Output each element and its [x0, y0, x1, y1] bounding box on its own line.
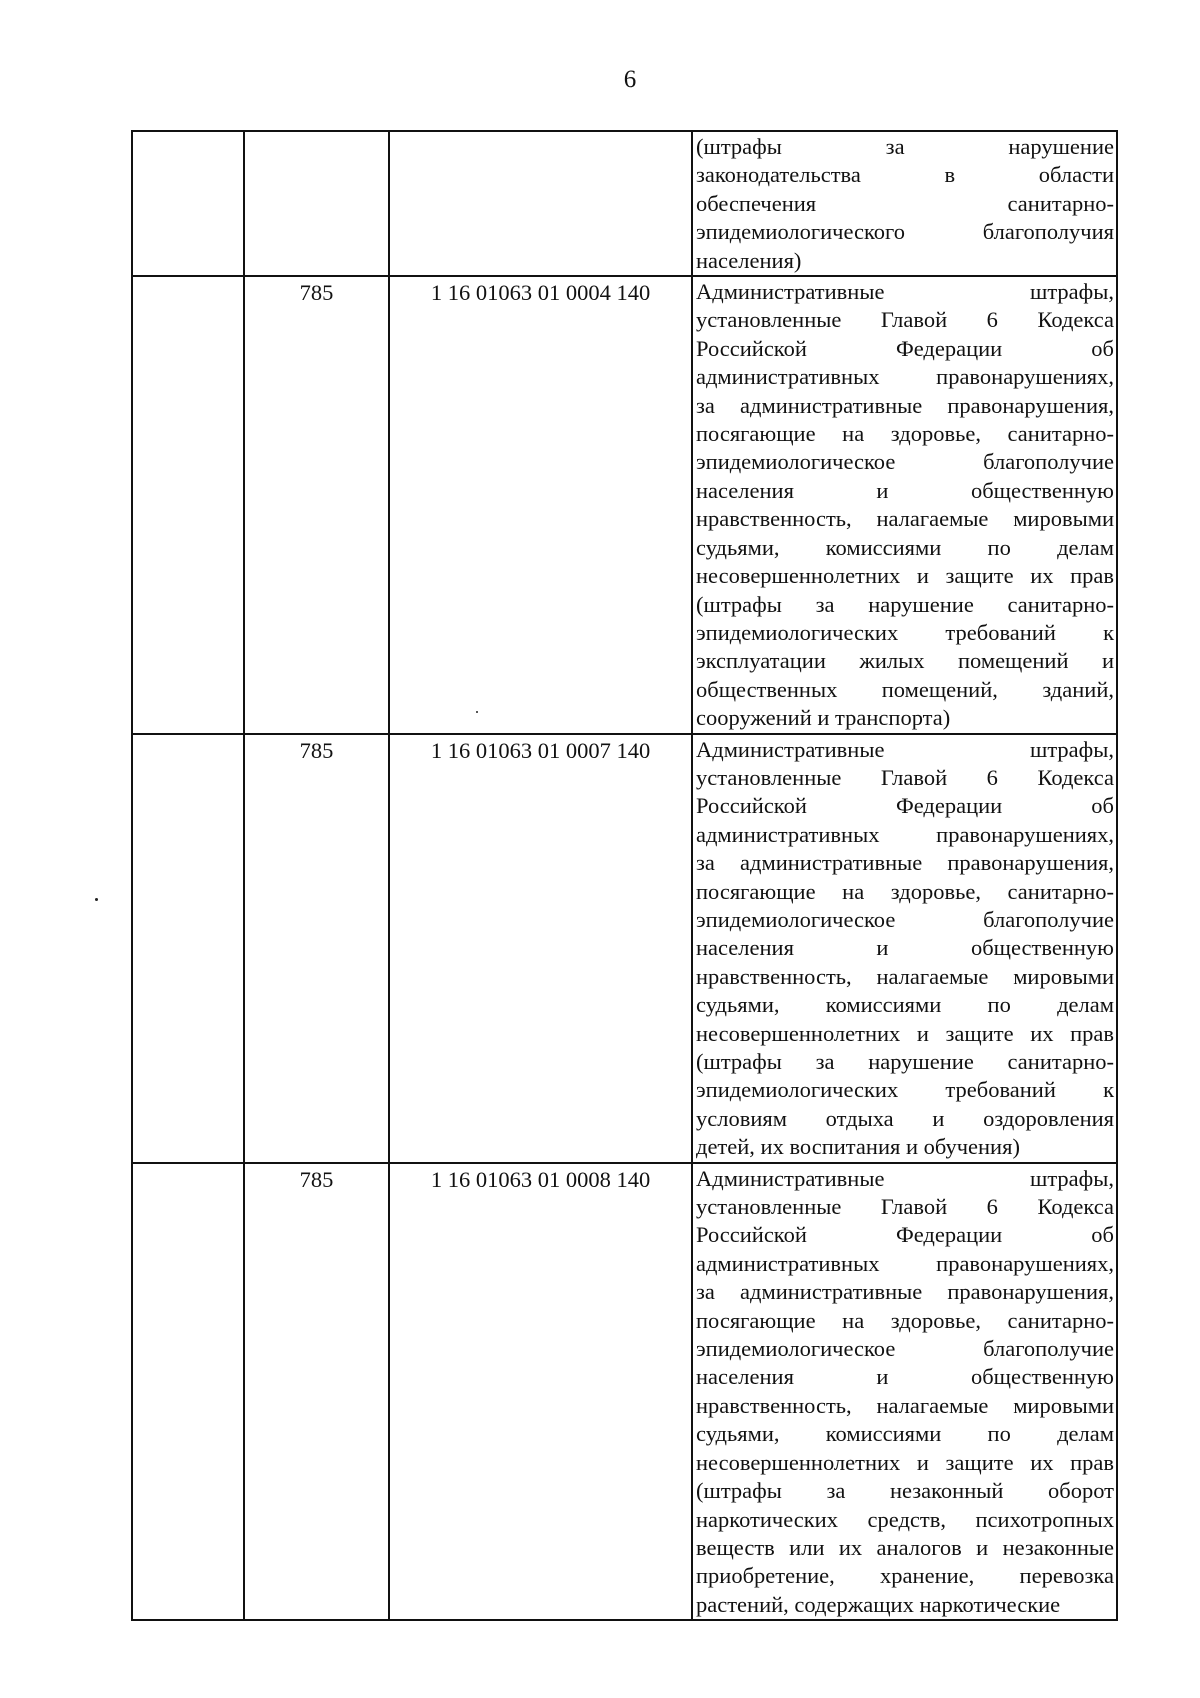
description-line: эпидемиологического благополучия [696, 219, 1114, 245]
description-line: эпидемиологических требований к [696, 619, 1114, 645]
description-line: Административные штрафы, [696, 279, 1114, 305]
description-line: населения и общественную [696, 935, 1114, 961]
description-line: (штрафы за нарушение [696, 134, 1114, 159]
blank-cell [132, 734, 244, 1163]
table-row [132, 276, 1117, 734]
description-line: детей, их воспитания и обучения) [696, 1134, 1020, 1160]
description-line: судьями, комиссиями по делам [696, 992, 1114, 1018]
admin-code-cell [244, 131, 389, 276]
description-line: Административные штрафы, [696, 1165, 1114, 1191]
description-cell [692, 276, 1117, 734]
description-line: приобретение, хранение, перевозка [696, 1563, 1114, 1589]
blank-cell [132, 131, 244, 276]
description-line: за административные правонарушения, [696, 392, 1114, 418]
description-line: Российской Федерации об [696, 1222, 1114, 1248]
table-row [132, 734, 1117, 1163]
description-line: эксплуатации жилых помещений и [696, 648, 1114, 674]
description-line: Административные штрафы, [696, 736, 1114, 762]
description-cell [692, 131, 1117, 276]
description-cell [692, 734, 1117, 1163]
kbk-code-cell: 1 16 01063 01 0008 140 [389, 1163, 692, 1621]
scan-speck [476, 711, 478, 713]
description-cell [692, 1163, 1117, 1621]
description-line: нравственность, налагаемые мировыми [696, 506, 1114, 532]
description-line: несовершеннолетних и защите их прав [696, 1449, 1114, 1475]
description-line: условиям отдыха и оздоровления [696, 1105, 1114, 1131]
page-number: 6 [623, 66, 637, 93]
kbk-code-cell: 1 16 01063 01 0007 140 [389, 734, 692, 1163]
description-line: наркотических средств, психотропных [696, 1506, 1114, 1532]
description-line: обеспечения санитарно- [696, 190, 1114, 216]
admin-code-cell: 785 [244, 276, 389, 734]
description-line: (штрафы за нарушение санитарно- [696, 1049, 1114, 1074]
description-line: несовершеннолетних и защите их прав [696, 563, 1114, 589]
description-line: растений, содержащих наркотические [696, 1591, 1061, 1617]
description-line: населения и общественную [696, 1364, 1114, 1390]
table-row [132, 131, 1117, 276]
description-line: установленные Главой 6 Кодекса [696, 764, 1114, 790]
description-line: за административные правонарушения, [696, 850, 1114, 876]
description-line: эпидемиологическое благополучие [696, 1336, 1114, 1362]
description-line: эпидемиологическое благополучие [696, 906, 1114, 932]
description-line: эпидемиологическое благополучие [696, 449, 1114, 475]
description-line: административных правонарушениях, [696, 364, 1114, 390]
description-line: веществ или их аналогов и незаконные [696, 1534, 1114, 1560]
description-line: общественных помещений, зданий, [696, 676, 1114, 702]
description-line: (штрафы за нарушение санитарно- [696, 591, 1114, 617]
description-line: Российской Федерации об [696, 335, 1114, 361]
budget-codes-table [131, 130, 1118, 1621]
description-line: нравственность, налагаемые мировыми [696, 1392, 1114, 1418]
kbk-code-cell: 1 16 01063 01 0004 140 [389, 276, 692, 734]
kbk-code-cell [389, 131, 692, 276]
admin-code-cell: 785 [244, 1163, 389, 1621]
description-line: населения и общественную [696, 477, 1114, 503]
description-line: посягающие на здоровье, санитарно- [696, 421, 1114, 447]
description-line: административных правонарушениях, [696, 821, 1114, 847]
description-line: нравственность, налагаемые мировыми [696, 963, 1114, 989]
description-line: (штрафы за незаконный оборот [696, 1478, 1114, 1504]
description-line: за административные правонарушения, [696, 1279, 1114, 1305]
description-line: несовершеннолетних и защите их прав [696, 1020, 1114, 1046]
blank-cell [132, 1163, 244, 1621]
description-line: законодательства в области [696, 162, 1114, 188]
description-line: населения) [696, 247, 802, 273]
blank-cell [132, 276, 244, 734]
description-line: установленные Главой 6 Кодекса [696, 307, 1114, 333]
description-line: Российской Федерации об [696, 793, 1114, 819]
description-line: посягающие на здоровье, санитарно- [696, 1307, 1114, 1333]
description-line: сооружений и транспорта) [696, 705, 951, 731]
description-line: посягающие на здоровье, санитарно- [696, 878, 1114, 904]
description-line: эпидемиологических требований к [696, 1077, 1114, 1103]
description-line: административных правонарушениях, [696, 1250, 1114, 1276]
table-row [132, 1163, 1117, 1621]
admin-code-cell: 785 [244, 734, 389, 1163]
scan-speck [95, 898, 98, 901]
description-line: судьями, комиссиями по делам [696, 1421, 1114, 1447]
description-line: судьями, комиссиями по делам [696, 534, 1114, 560]
description-line: установленные Главой 6 Кодекса [696, 1194, 1114, 1220]
